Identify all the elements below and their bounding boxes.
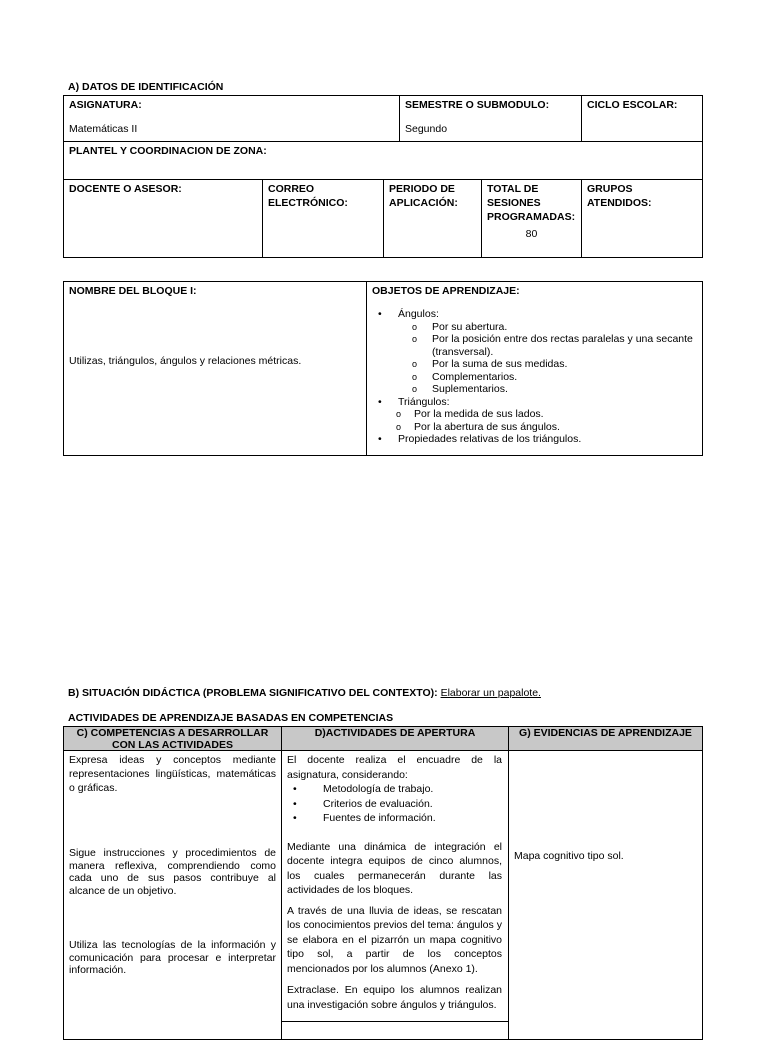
- docente-cell: [63, 179, 263, 258]
- row-divider: [282, 1021, 508, 1022]
- nombre-bloque-cell: [63, 281, 367, 456]
- competencia-3: Utiliza las tecnologías de la información y comunicación para procesar e interpretar información.: [69, 939, 276, 976]
- actividad-3: A través de una lluvia de ideas, se rescatan los conocimientos previos del tema: ángulos y se elabora en el pizarrón un mapa cognitivo tipo sol, a partir de los conceptos mencionados por los alumnos (Anexo 1).: [287, 904, 502, 975]
- competencia-1: Expresa ideas y conceptos mediante representaciones lingüísticas, matemáticas o gráficas.: [69, 754, 276, 794]
- asignatura-cell: [63, 95, 400, 142]
- objeto-propiedades: • Propiedades relativas de los triángulos.: [372, 433, 697, 446]
- asignatura-label: ASIGNATURA:: [69, 99, 142, 111]
- grupos-cell: [581, 179, 703, 258]
- asignatura-value: Matemáticas II: [69, 123, 138, 135]
- sesiones-label-2: SESIONES: [487, 197, 541, 209]
- triangulo-sub-0: o Por la medida de sus lados.: [372, 408, 697, 421]
- objetos-list: [372, 308, 697, 446]
- periodo-label-2: APLICACIÓN:: [389, 197, 458, 209]
- nombre-bloque-label: NOMBRE DEL BLOQUE I:: [69, 285, 197, 297]
- actividad-1: El docente realiza el encuadre de la asignatura, considerando:: [287, 754, 502, 781]
- actividad-1-item-0: • Metodología de trabajo.: [287, 782, 502, 797]
- semestre-label: SEMESTRE O SUBMODULO:: [405, 99, 550, 111]
- evidencia-1: Mapa cognitivo tipo sol.: [514, 850, 624, 862]
- correo-label-1: CORREO: [268, 183, 315, 195]
- actividades-title: ACTIVIDADES DE APRENDIZAJE BASADAS EN COMPETENCIAS: [68, 712, 394, 724]
- periodo-cell: [383, 179, 482, 258]
- docente-label: DOCENTE O ASESOR:: [69, 183, 182, 195]
- sesiones-label-3: PROGRAMADAS:: [487, 211, 576, 223]
- actividad-4: Extraclase. En equipo los alumnos realizan una investigación sobre ángulos y triángulos.: [287, 984, 502, 1011]
- ciclo-label: CICLO ESCOLAR:: [587, 99, 678, 111]
- plantel-cell: [63, 141, 703, 180]
- section-a-title: A) DATOS DE IDENTIFICACIÓN: [68, 81, 224, 93]
- actividad-2: Mediante una dinámica de integración el docente integra equipos de cinco alumnos, los cuales permanecerán durante las actividades de los bloques.: [287, 840, 502, 896]
- semestre-cell: [399, 95, 582, 142]
- angulo-sub-2: o Por la suma de sus medidas.: [372, 358, 697, 371]
- col-d-header: D)ACTIVIDADES DE APERTURA: [281, 726, 509, 751]
- competencia-2: Sigue instrucciones y procedimientos de manera reflexiva, comprendiendo como cada uno de sus pasos contribuye al alcance de un objetivo.: [69, 847, 276, 897]
- objetos-label: OBJETOS DE APRENDIZAJE:: [372, 285, 520, 297]
- angulo-sub-0: o Por su abertura.: [372, 321, 697, 334]
- section-b-heading: [68, 687, 541, 699]
- nombre-bloque-value: Utilizas, triángulos, ángulos y relaciones métricas.: [69, 355, 302, 367]
- plantel-label: PLANTEL Y COORDINACION DE ZONA:: [69, 145, 267, 157]
- semestre-value: Segundo: [405, 123, 448, 135]
- section-b-title: B) SITUACIÓN DIDÁCTICA (PROBLEMA SIGNIFICATIVO DEL CONTEXTO):: [68, 687, 438, 699]
- actividad-1-item-2: • Fuentes de información.: [287, 811, 502, 826]
- angulo-sub-1: o Por la posición entre dos rectas paralelas y una secante (transversal).: [372, 333, 697, 358]
- objeto-angulos: • Ángulos:: [372, 308, 697, 321]
- col-g-header: G) EVIDENCIAS DE APRENDIZAJE: [508, 726, 703, 751]
- objetos-cell: [366, 281, 703, 456]
- sesiones-label-1: TOTAL DE: [487, 183, 539, 195]
- actividad-1-list: [287, 782, 502, 826]
- angulo-sub-3: o Complementarios.: [372, 371, 697, 384]
- actividades-cell: [281, 750, 509, 1040]
- ciclo-cell: [581, 95, 703, 142]
- correo-cell: [262, 179, 384, 258]
- angulo-sub-4: o Suplementarios.: [372, 383, 697, 396]
- section-b-title-value: Elaborar un papalote.: [440, 687, 541, 699]
- sesiones-cell: [481, 179, 582, 258]
- triangulo-sub-1: o Por la abertura de sus ángulos.: [372, 421, 697, 434]
- correo-label-2: ELECTRÓNICO:: [268, 197, 348, 209]
- grupos-label-2: ATENDIDOS:: [587, 197, 652, 209]
- actividad-1-item-1: • Criterios de evaluación.: [287, 797, 502, 812]
- periodo-label-1: PERIODO DE: [389, 183, 455, 195]
- sesiones-value: 80: [525, 228, 538, 240]
- evidencias-cell: [508, 750, 703, 1040]
- col-c-header: C) COMPETENCIAS A DESARROLLAR CON LAS ACTIVIDADES: [63, 726, 282, 751]
- objeto-triangulos: • Triángulos:: [372, 396, 697, 409]
- grupos-label-1: GRUPOS: [587, 183, 633, 195]
- competencias-cell: [63, 750, 282, 1040]
